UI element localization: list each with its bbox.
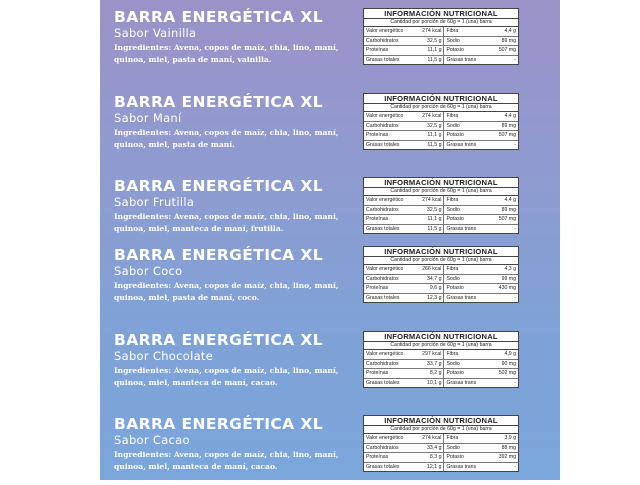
product-block-mani (100, 93, 560, 163)
product-block-coco (100, 246, 560, 316)
nutrition-heading: INFORMACIÓN NUTRICIONAL (364, 178, 518, 188)
nutrient-value: 266 kcal (422, 265, 445, 274)
nutrient-value: - (514, 379, 516, 386)
nutrition-heading: INFORMACIÓN NUTRICIONAL (364, 9, 518, 19)
product-flavor: Sabor Cacao (114, 433, 190, 447)
nutrition-row (364, 350, 518, 360)
product-ingredients: Ingredientes: Avena, copos de maíz, chia, lino, maní, quinoa, miel, pasta de maní, vainilla. (114, 43, 339, 64)
product-title: BARRA ENERGÉTICA XL (114, 246, 324, 264)
nutrient-label: Grasas totales (366, 463, 400, 470)
product-panel (100, 0, 560, 480)
nutrient-value: - (514, 141, 516, 148)
product-title: BARRA ENERGÉTICA XL (114, 8, 324, 26)
nutrition-row (364, 206, 518, 216)
product-ingredients: Ingredientes: Avena, copos de maíz, chia, lino, maní, quinoa, miel, manteca de maní, cacao. (114, 450, 339, 471)
nutrition-row (364, 369, 518, 379)
product-title: BARRA ENERGÉTICA XL (114, 415, 324, 433)
nutrient-value: 32,5 g (422, 122, 445, 131)
nutrient-value: 430 mg (498, 285, 516, 291)
nutrient-label: Fibra (446, 266, 459, 272)
nutrition-heading: INFORMACIÓN NUTRICIONAL (364, 94, 518, 104)
nutrition-row (364, 275, 518, 285)
nutrition-serving: Cantidad por porción de 60g = 1 (una) barra (364, 342, 518, 350)
nutrition-row (364, 37, 518, 47)
nutrient-value: 274 kcal (422, 112, 445, 121)
product-ingredients: Ingredientes: Avena, copos de maíz, chia, lino, maní, quinoa, miel, pasta de maní. (114, 128, 339, 149)
nutrient-value: 89 mg (501, 37, 516, 44)
nutrient-label: Grasas trans (446, 56, 477, 63)
nutrient-value: 3,9 g (504, 435, 516, 441)
nutrient-value: 507 mg (498, 216, 516, 222)
nutrient-value: 392 mg (498, 454, 516, 460)
nutrient-label: Grasas totales (366, 294, 400, 301)
product-title: BARRA ENERGÉTICA XL (114, 177, 324, 195)
nutrient-label: Potasio (446, 285, 464, 291)
nutrient-value: 4,3 g (504, 266, 516, 272)
nutrition-serving: Cantidad por porción de 60g = 1 (una) barra (364, 257, 518, 265)
nutrition-table (363, 93, 519, 150)
nutrient-label: Fibra (446, 435, 459, 441)
nutrient-label: Proteínas (366, 132, 389, 138)
product-ingredients: Ingredientes: Avena, copos de maíz, chia, lino, maní, quinoa, miel, manteca de maní, cacao. (114, 366, 339, 387)
nutrient-value: 8,2 g (422, 369, 445, 378)
nutrient-label: Potasio (446, 454, 464, 460)
nutrient-value: - (514, 463, 516, 470)
nutrient-value: 11,5 g (422, 225, 445, 234)
nutrition-row (364, 453, 518, 463)
nutrient-label: Proteínas (366, 47, 389, 53)
nutrient-value: 11,5 g (422, 141, 445, 150)
nutrient-label: Sodio (446, 360, 460, 367)
nutrient-label: Grasas totales (366, 141, 400, 148)
nutrition-row (364, 196, 518, 206)
nutrient-label: Valor energético (366, 351, 404, 357)
nutrition-row (364, 434, 518, 444)
nutrient-value: 11,1 g (422, 131, 445, 140)
product-block-frutilla (100, 177, 560, 247)
nutrient-label: Fibra (446, 28, 459, 34)
nutrient-label: Proteínas (366, 370, 389, 376)
nutrient-label: Carbohidratos (366, 122, 399, 129)
product-flavor: Sabor Frutilla (114, 195, 195, 209)
nutrient-value: 8,3 g (422, 453, 445, 462)
nutrient-value: 32,5 g (422, 206, 445, 215)
nutrient-label: Proteínas (366, 216, 389, 222)
nutrient-label: Carbohidratos (366, 275, 399, 282)
nutrient-value: 297 kcal (422, 350, 445, 359)
nutrient-value: 4,4 g (504, 113, 516, 119)
nutrition-row (364, 225, 518, 234)
nutrition-table (363, 246, 519, 303)
nutrient-value: 4,9 g (504, 351, 516, 357)
nutrient-label: Grasas trans (446, 141, 477, 148)
product-ingredients: Ingredientes: Avena, copos de maíz, chia, lino, maní, quinoa, miel, manteca de maní, frutilla. (114, 212, 339, 233)
nutrition-table (363, 415, 519, 472)
nutrient-label: Grasas totales (366, 225, 400, 232)
nutrient-label: Proteínas (366, 285, 389, 291)
nutrient-label: Potasio (446, 370, 464, 376)
nutrition-row (364, 122, 518, 132)
nutrient-label: Grasas totales (366, 56, 400, 63)
nutrient-value: 4,4 g (504, 28, 516, 34)
product-block-vainilla (100, 8, 560, 78)
nutrient-label: Sodio (446, 206, 460, 213)
nutrient-label: Sodio (446, 122, 460, 129)
nutrition-table (363, 8, 519, 65)
nutrient-label: Valor energético (366, 197, 404, 203)
nutrient-label: Fibra (446, 197, 459, 203)
nutrient-label: Sodio (446, 275, 460, 282)
nutrition-row (364, 265, 518, 275)
nutrient-value: 11,1 g (422, 215, 445, 224)
nutrition-serving: Cantidad por porción de 60g = 1 (una) barra (364, 188, 518, 196)
nutrient-label: Proteínas (366, 454, 389, 460)
nutrient-value: 32,5 g (422, 37, 445, 46)
nutrient-label: Grasas trans (446, 294, 477, 301)
nutrition-row (364, 56, 518, 65)
nutrient-value: 274 kcal (422, 434, 445, 443)
nutrient-label: Grasas trans (446, 225, 477, 232)
nutrient-label: Carbohidratos (366, 37, 399, 44)
nutrition-table (363, 331, 519, 388)
nutrition-table (363, 177, 519, 234)
nutrient-label: Sodio (446, 444, 460, 451)
product-flavor: Sabor Maní (114, 111, 182, 125)
nutrient-value: 33,7 g (422, 360, 445, 369)
nutrition-serving: Cantidad por porción de 60g = 1 (una) barra (364, 426, 518, 434)
nutrient-value: 10,1 g (422, 379, 445, 388)
nutrient-value: 12,1 g (422, 463, 445, 472)
nutrient-label: Potasio (446, 132, 464, 138)
nutrition-row (364, 463, 518, 472)
nutrient-value: - (514, 56, 516, 63)
nutrient-value: 88 mg (501, 444, 516, 451)
nutrient-value: 99 mg (501, 275, 516, 282)
nutrition-row (364, 215, 518, 225)
nutrition-row (364, 131, 518, 141)
nutrition-row (364, 27, 518, 37)
nutrient-label: Carbohidratos (366, 206, 399, 213)
nutrition-row (364, 284, 518, 294)
nutrient-value: 34,7 g (422, 275, 445, 284)
nutrient-value: 274 kcal (422, 27, 445, 36)
product-block-cacao (100, 415, 560, 485)
nutrient-label: Fibra (446, 351, 459, 357)
nutrient-value: 11,1 g (422, 46, 445, 55)
nutrient-label: Valor energético (366, 435, 404, 441)
nutrient-label: Carbohidratos (366, 444, 399, 451)
nutrient-value: 4,4 g (504, 197, 516, 203)
nutrient-value: - (514, 294, 516, 301)
nutrition-heading: INFORMACIÓN NUTRICIONAL (364, 416, 518, 426)
nutrition-serving: Cantidad por porción de 60g = 1 (una) barra (364, 104, 518, 112)
nutrient-label: Valor energético (366, 28, 404, 34)
nutrient-value: 12,3 g (422, 294, 445, 303)
nutrient-label: Grasas trans (446, 463, 477, 470)
nutrition-heading: INFORMACIÓN NUTRICIONAL (364, 332, 518, 342)
nutrient-label: Valor energético (366, 113, 404, 119)
nutrient-value: 274 kcal (422, 196, 445, 205)
nutrient-label: Fibra (446, 113, 459, 119)
nutrient-value: 507 mg (498, 47, 516, 53)
product-block-chocolate (100, 331, 560, 401)
nutrient-label: Potasio (446, 216, 464, 222)
nutrient-value: 502 mg (498, 370, 516, 376)
nutrient-value: 11,5 g (422, 56, 445, 65)
nutrient-label: Sodio (446, 37, 460, 44)
nutrient-value: 33,4 g (422, 444, 445, 453)
nutrient-label: Grasas trans (446, 379, 477, 386)
nutrition-serving: Cantidad por porción de 60g = 1 (una) barra (364, 19, 518, 27)
nutrient-label: Grasas totales (366, 379, 400, 386)
product-flavor: Sabor Vainilla (114, 26, 197, 40)
product-title: BARRA ENERGÉTICA XL (114, 93, 324, 111)
nutrient-label: Carbohidratos (366, 360, 399, 367)
nutrition-heading: INFORMACIÓN NUTRICIONAL (364, 247, 518, 257)
nutrition-row (364, 360, 518, 370)
nutrition-row (364, 294, 518, 303)
nutrition-row (364, 46, 518, 56)
nutrition-row (364, 112, 518, 122)
product-ingredients: Ingredientes: Avena, copos de maíz, chia, lino, maní, quinoa, miel, pasta de maní, coco. (114, 281, 339, 302)
nutrient-value: 9,6 g (422, 284, 445, 293)
nutrition-row (364, 379, 518, 388)
product-flavor: Sabor Coco (114, 264, 183, 278)
nutrient-value: 90 mg (501, 360, 516, 367)
nutrient-label: Potasio (446, 47, 464, 53)
product-flavor: Sabor Chocolate (114, 349, 214, 363)
nutrient-value: 89 mg (501, 206, 516, 213)
product-title: BARRA ENERGÉTICA XL (114, 331, 324, 349)
nutrition-row (364, 444, 518, 454)
nutrient-value: - (514, 225, 516, 232)
nutrient-value: 89 mg (501, 122, 516, 129)
nutrient-label: Valor energético (366, 266, 404, 272)
nutrient-value: 507 mg (498, 132, 516, 138)
nutrition-row (364, 141, 518, 150)
